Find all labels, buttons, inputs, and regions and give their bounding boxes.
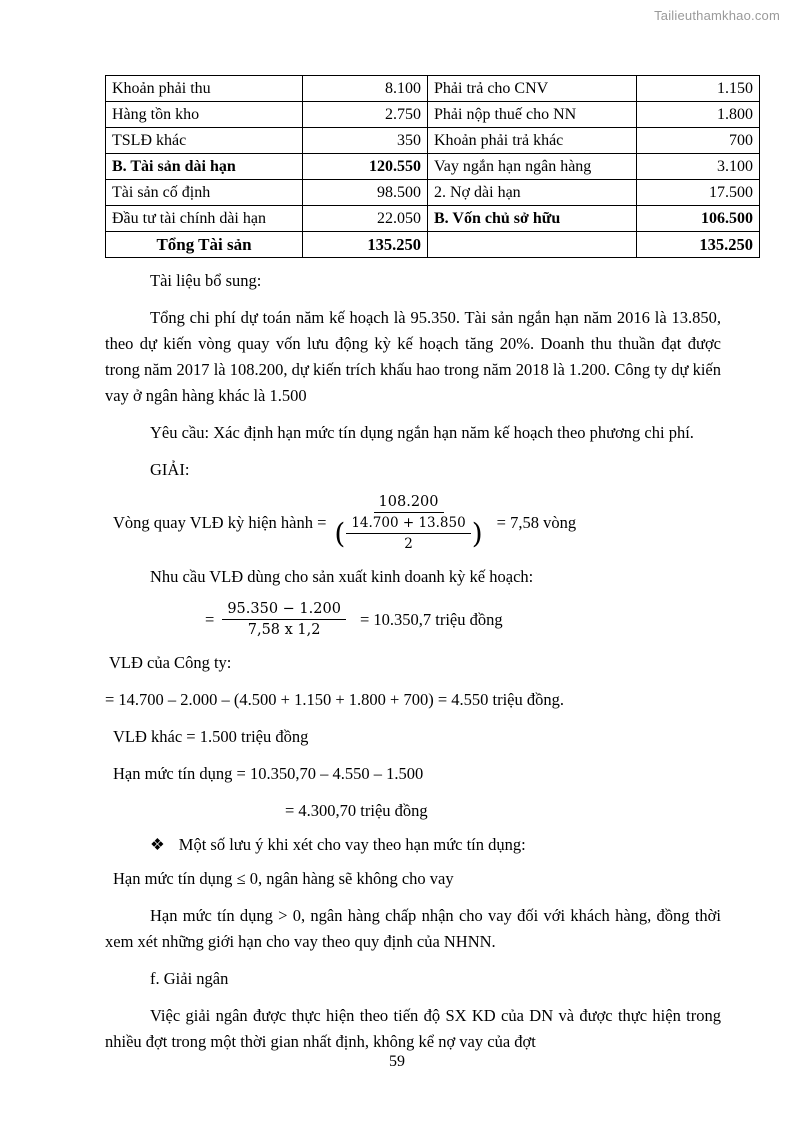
fraction-denominator: 2: [404, 536, 413, 552]
paragraph: f. Giải ngân: [150, 969, 229, 988]
paragraph: Hạn mức tín dụng = 10.350,70 – 4.550 – 1.500: [113, 764, 424, 783]
formula-vong-quay: [113, 494, 721, 552]
table-cell: B. Vốn chủ sở hữu: [428, 206, 637, 232]
page-content: [105, 75, 753, 1066]
balance-sheet-table: [105, 75, 760, 258]
table-cell: 350: [303, 128, 428, 154]
fraction: [334, 494, 482, 552]
fraction-denominator: [334, 513, 482, 552]
table-cell: Tài sản cố định: [106, 180, 303, 206]
table-cell: 135.250: [303, 232, 428, 258]
table-cell: 1.800: [637, 102, 760, 128]
table-cell: 3.100: [637, 154, 760, 180]
table-cell: Phải nộp thuế cho NN: [428, 102, 637, 128]
table-cell: 98.500: [303, 180, 428, 206]
table-cell: 2.750: [303, 102, 428, 128]
table-cell: B. Tài sản dài hạn: [106, 154, 303, 180]
paragraph: Hạn mức tín dụng ≤ 0, ngân hàng sẽ không cho vay: [113, 869, 454, 888]
fraction-numerator: 108.200: [374, 494, 444, 513]
formula-lead: Vòng quay VLĐ kỳ hiện hành =: [113, 513, 327, 532]
paragraph: Tổng chi phí dự toán năm kế hoạch là 95.350. Tài sản ngắn hạn năm 2016 là 13.850, theo dự kiến vòng quay vốn lưu động kỳ kế hoạch tăng 20%. Doanh thu thuần đạt được trong năm 2017 là 108.200, dự kiến trích khấu hao trong năm 2018 là 1.200. Công ty dự kiến vay ở ngân hàng khác là 1.500: [105, 308, 721, 405]
table-cell: 2. Nợ dài hạn: [428, 180, 637, 206]
table-row: [106, 180, 760, 206]
formula-result: = 7,58 vòng: [496, 513, 577, 532]
table-total-row: [106, 232, 760, 258]
table-cell: Tổng Tài sản: [106, 232, 303, 258]
table-row: [106, 128, 760, 154]
table-row: [106, 76, 760, 102]
paragraph: Tài liệu bổ sung:: [150, 271, 262, 290]
fraction-numerator: 14.700 + 13.850: [346, 515, 470, 534]
watermark: Tailieuthamkhao.com: [654, 8, 780, 23]
bullet-item: [105, 835, 721, 855]
close-paren: ): [471, 516, 483, 550]
table-cell: Khoản phải thu: [106, 76, 303, 102]
table-cell: Hàng tồn kho: [106, 102, 303, 128]
table-cell: 106.500: [637, 206, 760, 232]
paragraph: GIẢI:: [150, 460, 190, 479]
fraction-numerator: 95.350 − 1.200: [222, 601, 346, 620]
table-row: [106, 102, 760, 128]
fraction-denominator: 7,58 x 1,2: [247, 622, 321, 638]
table-row: [106, 154, 760, 180]
paragraph: VLĐ khác = 1.500 triệu đồng: [113, 727, 309, 746]
paragraph: VLĐ của Công ty:: [109, 653, 232, 672]
table-cell: Phải trả cho CNV: [428, 76, 637, 102]
formula-result: = 10.350,7 triệu đồng: [359, 609, 503, 629]
open-paren: (: [334, 516, 346, 550]
table-row: [106, 206, 760, 232]
paragraph: Việc giải ngân được thực hiện theo tiến độ SX KD của DN và được thực hiện trong nhiều đợt trong một thời gian nhất định, không kể nợ vay của đợt: [105, 1006, 721, 1051]
body-text: [105, 268, 721, 1055]
table-cell: 17.500: [637, 180, 760, 206]
table-cell: TSLĐ khác: [106, 128, 303, 154]
paragraph: = 14.700 – 2.000 – (4.500 + 1.150 + 1.800 + 700) = 4.550 triệu đồng.: [105, 690, 565, 709]
fraction: [222, 601, 346, 638]
paragraph: Nhu cầu VLĐ dùng cho sản xuất kinh doanh kỳ kế hoạch:: [150, 567, 534, 586]
bullet-text: Một số lưu ý khi xét cho vay theo hạn mức tín dụng:: [178, 835, 526, 854]
table-cell: 700: [637, 128, 760, 154]
paragraph: Hạn mức tín dụng > 0, ngân hàng chấp nhận cho vay đối với khách hàng, đồng thời xem xét những giới hạn cho vay theo quy định của NHNN.: [105, 906, 721, 951]
table-cell: [428, 232, 637, 258]
paragraph: Yêu cầu: Xác định hạn mức tín dụng ngắn hạn năm kế hoạch theo phương chi phí.: [150, 423, 694, 442]
table-cell: 8.100: [303, 76, 428, 102]
table-cell: Vay ngắn hạn ngân hàng: [428, 154, 637, 180]
table-cell: Đầu tư tài chính dài hạn: [106, 206, 303, 232]
table-cell: 1.150: [637, 76, 760, 102]
table-cell: 120.550: [303, 154, 428, 180]
formula-nhu-cau-vld: [205, 601, 721, 638]
table-cell: Khoản phải trả khác: [428, 128, 637, 154]
nested-fraction: [346, 515, 470, 552]
formula-lead: =: [205, 609, 215, 629]
table-cell: 135.250: [637, 232, 760, 258]
diamond-bullet-icon: ❖: [150, 835, 165, 854]
table-cell: 22.050: [303, 206, 428, 232]
paragraph: = 4.300,70 triệu đồng: [285, 801, 428, 820]
page-number: 59: [389, 1053, 405, 1070]
